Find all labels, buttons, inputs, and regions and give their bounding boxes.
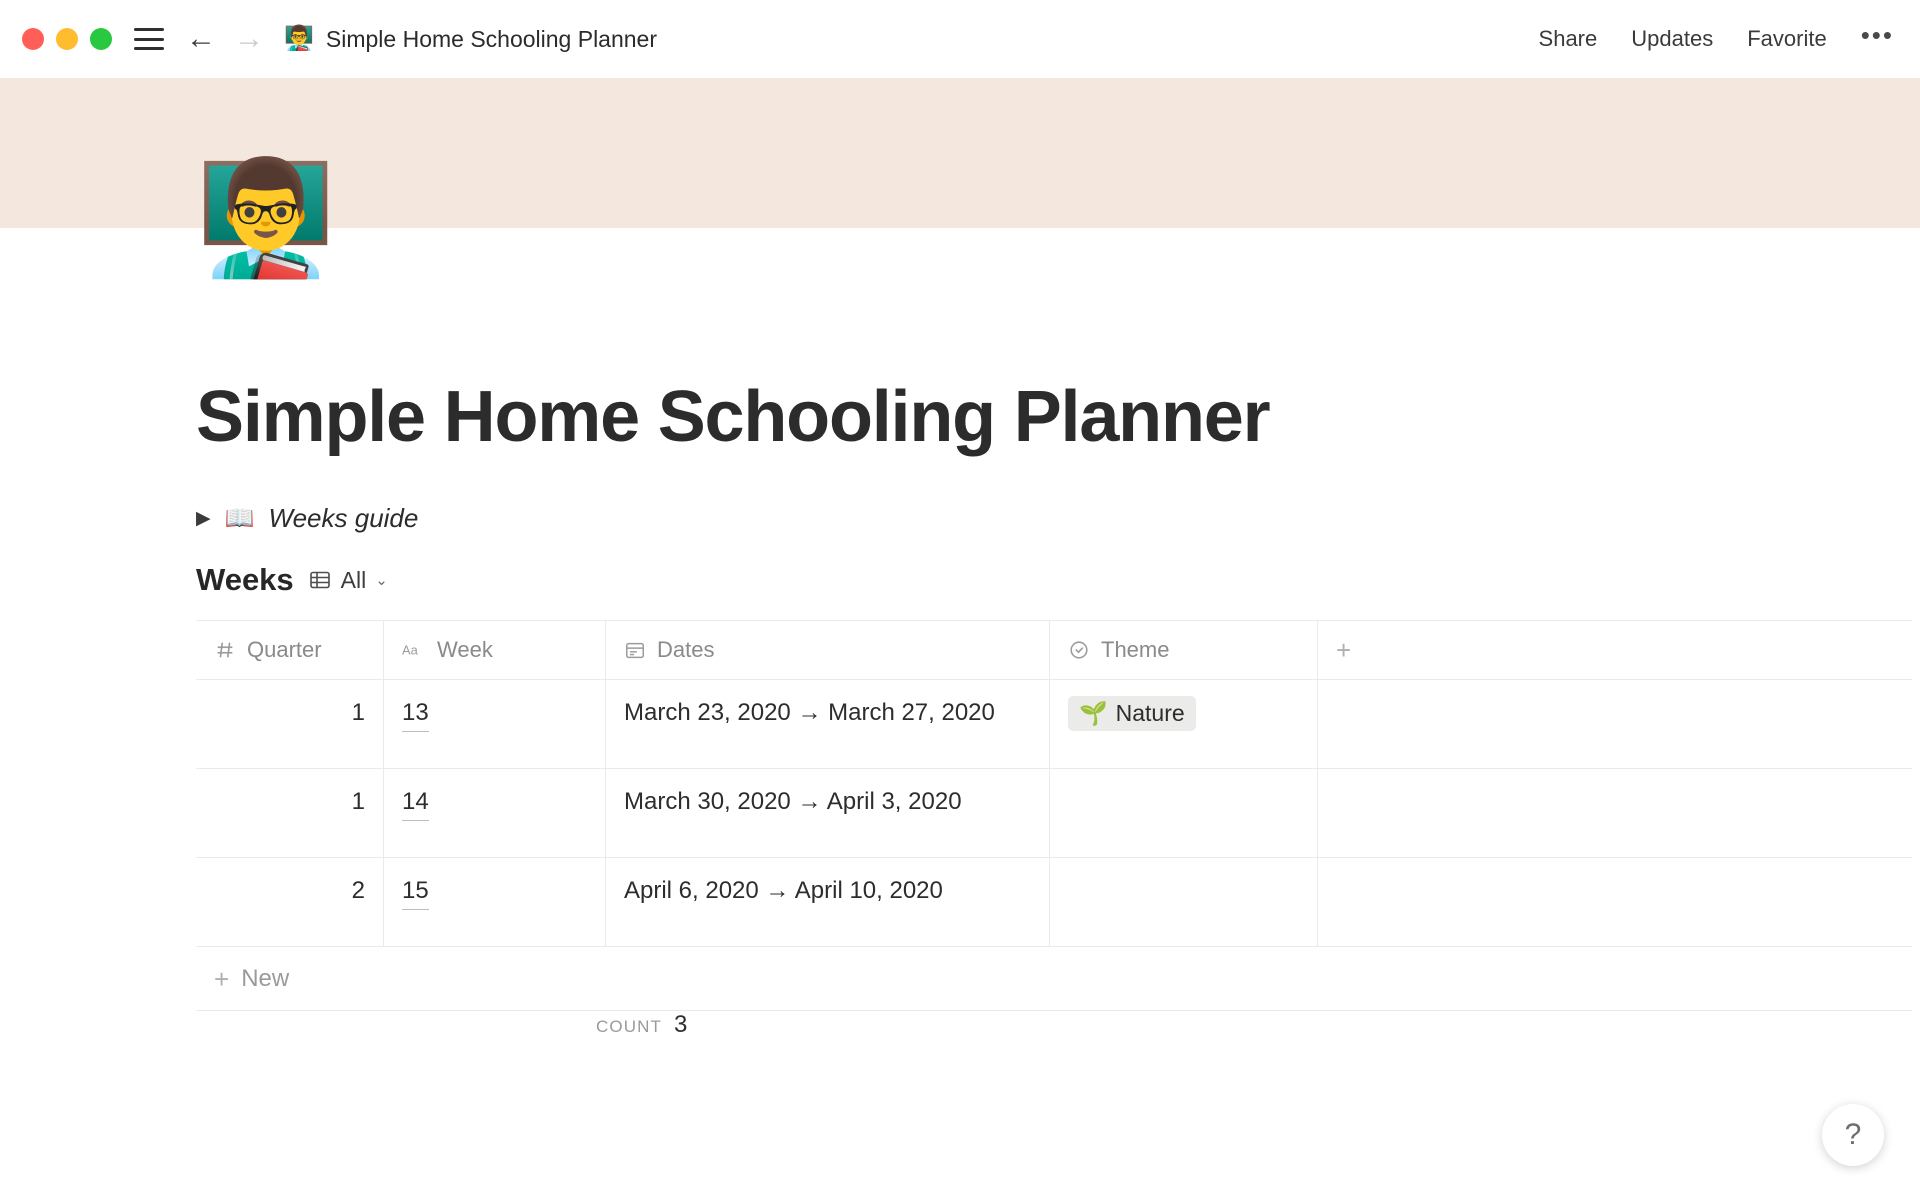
chevron-right-icon[interactable]: ▶ <box>196 508 211 530</box>
column-header-dates[interactable] <box>606 621 1050 679</box>
arrow-right-icon[interactable]: → <box>234 22 264 55</box>
page-icon[interactable]: 👨‍🏫 <box>196 155 336 280</box>
cell-empty[interactable] <box>1318 858 1912 946</box>
updates-button[interactable]: Updates <box>1631 26 1714 51</box>
window-controls <box>22 28 112 50</box>
cell-dates-value: March 23, 2020 → March 27, 2020 <box>624 699 995 727</box>
column-header-quarter[interactable] <box>196 621 384 679</box>
cell-theme[interactable] <box>1050 769 1318 857</box>
count-value: 3 <box>673 1011 688 1039</box>
cell-dates-value: April 6, 2020 → April 10, 2020 <box>624 877 943 905</box>
seedling-emoji-icon: 🌱 <box>1079 700 1108 727</box>
cell-quarter-value: 1 <box>351 699 365 727</box>
table-body <box>196 680 1912 947</box>
column-header-week-label: Week <box>437 637 493 663</box>
page-title: Simple Home Schooling Planner <box>196 377 1270 457</box>
weeks-table <box>196 620 1912 1077</box>
table-row[interactable] <box>196 680 1912 769</box>
navigation-arrows <box>186 24 264 54</box>
table-grid-icon <box>308 568 332 592</box>
cell-week[interactable] <box>384 680 606 768</box>
table-row[interactable] <box>196 858 1912 947</box>
breadcrumb-label: Simple Home Schooling Planner <box>325 25 658 52</box>
minimize-window-button[interactable] <box>56 28 78 50</box>
cell-dates[interactable] <box>606 769 1050 857</box>
breadcrumb[interactable] <box>284 26 657 53</box>
column-header-theme[interactable] <box>1050 621 1318 679</box>
page-content <box>0 155 1920 1077</box>
cell-dates[interactable] <box>606 858 1050 946</box>
toggle-block-label: Weeks guide <box>268 503 419 534</box>
column-header-theme-label: Theme <box>1101 637 1170 663</box>
table-row[interactable] <box>196 769 1912 858</box>
view-name-label: All <box>340 566 367 593</box>
database-header <box>196 562 1920 598</box>
cell-week[interactable] <box>384 858 606 946</box>
date-icon <box>624 639 646 661</box>
cell-theme-value: Nature <box>1115 700 1185 727</box>
plus-icon: + <box>214 963 230 994</box>
table-header-row <box>196 621 1912 680</box>
close-window-button[interactable] <box>22 28 44 50</box>
toggle-block-weeks-guide[interactable] <box>196 503 1920 534</box>
number-icon <box>214 639 236 661</box>
cell-empty[interactable] <box>1318 769 1912 857</box>
cell-quarter[interactable] <box>196 858 384 946</box>
add-column-icon: + <box>1336 635 1352 666</box>
chevron-down-icon[interactable]: ⌄ <box>375 572 388 590</box>
cell-week-value[interactable]: 14 <box>402 785 429 821</box>
cell-theme[interactable] <box>1050 680 1318 768</box>
cell-quarter[interactable] <box>196 680 384 768</box>
add-row-label: New <box>241 964 290 992</box>
maximize-window-button[interactable] <box>90 28 112 50</box>
text-icon <box>402 640 426 660</box>
add-row-button[interactable] <box>196 947 1912 1011</box>
view-selector[interactable] <box>308 567 388 594</box>
add-column-button[interactable] <box>1318 621 1912 679</box>
cell-empty[interactable] <box>1318 680 1912 768</box>
hamburger-menu-icon[interactable] <box>134 28 164 50</box>
cell-quarter-value: 1 <box>351 788 365 816</box>
book-emoji-icon: 📖 <box>224 505 255 533</box>
status-badge <box>1068 696 1196 731</box>
share-button[interactable]: Share <box>1538 26 1598 51</box>
cell-dates[interactable] <box>606 680 1050 768</box>
select-icon <box>1068 639 1090 661</box>
column-header-dates-label: Dates <box>657 637 715 663</box>
cell-week-value[interactable]: 15 <box>402 874 429 910</box>
cell-theme[interactable] <box>1050 858 1318 946</box>
cell-week-value[interactable]: 13 <box>402 696 429 732</box>
more-options-icon[interactable]: ••• <box>1860 19 1894 50</box>
database-title[interactable]: Weeks <box>196 562 294 598</box>
column-header-quarter-label: Quarter <box>247 637 322 663</box>
count-label: COUNT <box>596 1017 662 1037</box>
table-footer-count[interactable] <box>196 1011 1912 1077</box>
favorite-button[interactable]: Favorite <box>1747 26 1827 51</box>
column-header-week[interactable] <box>384 621 606 679</box>
cell-week[interactable] <box>384 769 606 857</box>
cell-quarter-value: 2 <box>351 877 365 905</box>
teacher-emoji-icon: 👨‍🏫 <box>284 25 314 52</box>
cell-dates-value: March 30, 2020 → April 3, 2020 <box>624 788 962 816</box>
window-titlebar <box>0 0 1920 78</box>
titlebar-actions <box>1539 20 1894 59</box>
svg-text:Aa: Aa <box>402 642 418 658</box>
help-button[interactable]: ? <box>1822 1104 1884 1166</box>
cell-quarter[interactable] <box>196 769 384 857</box>
arrow-left-icon[interactable]: ← <box>186 22 216 55</box>
